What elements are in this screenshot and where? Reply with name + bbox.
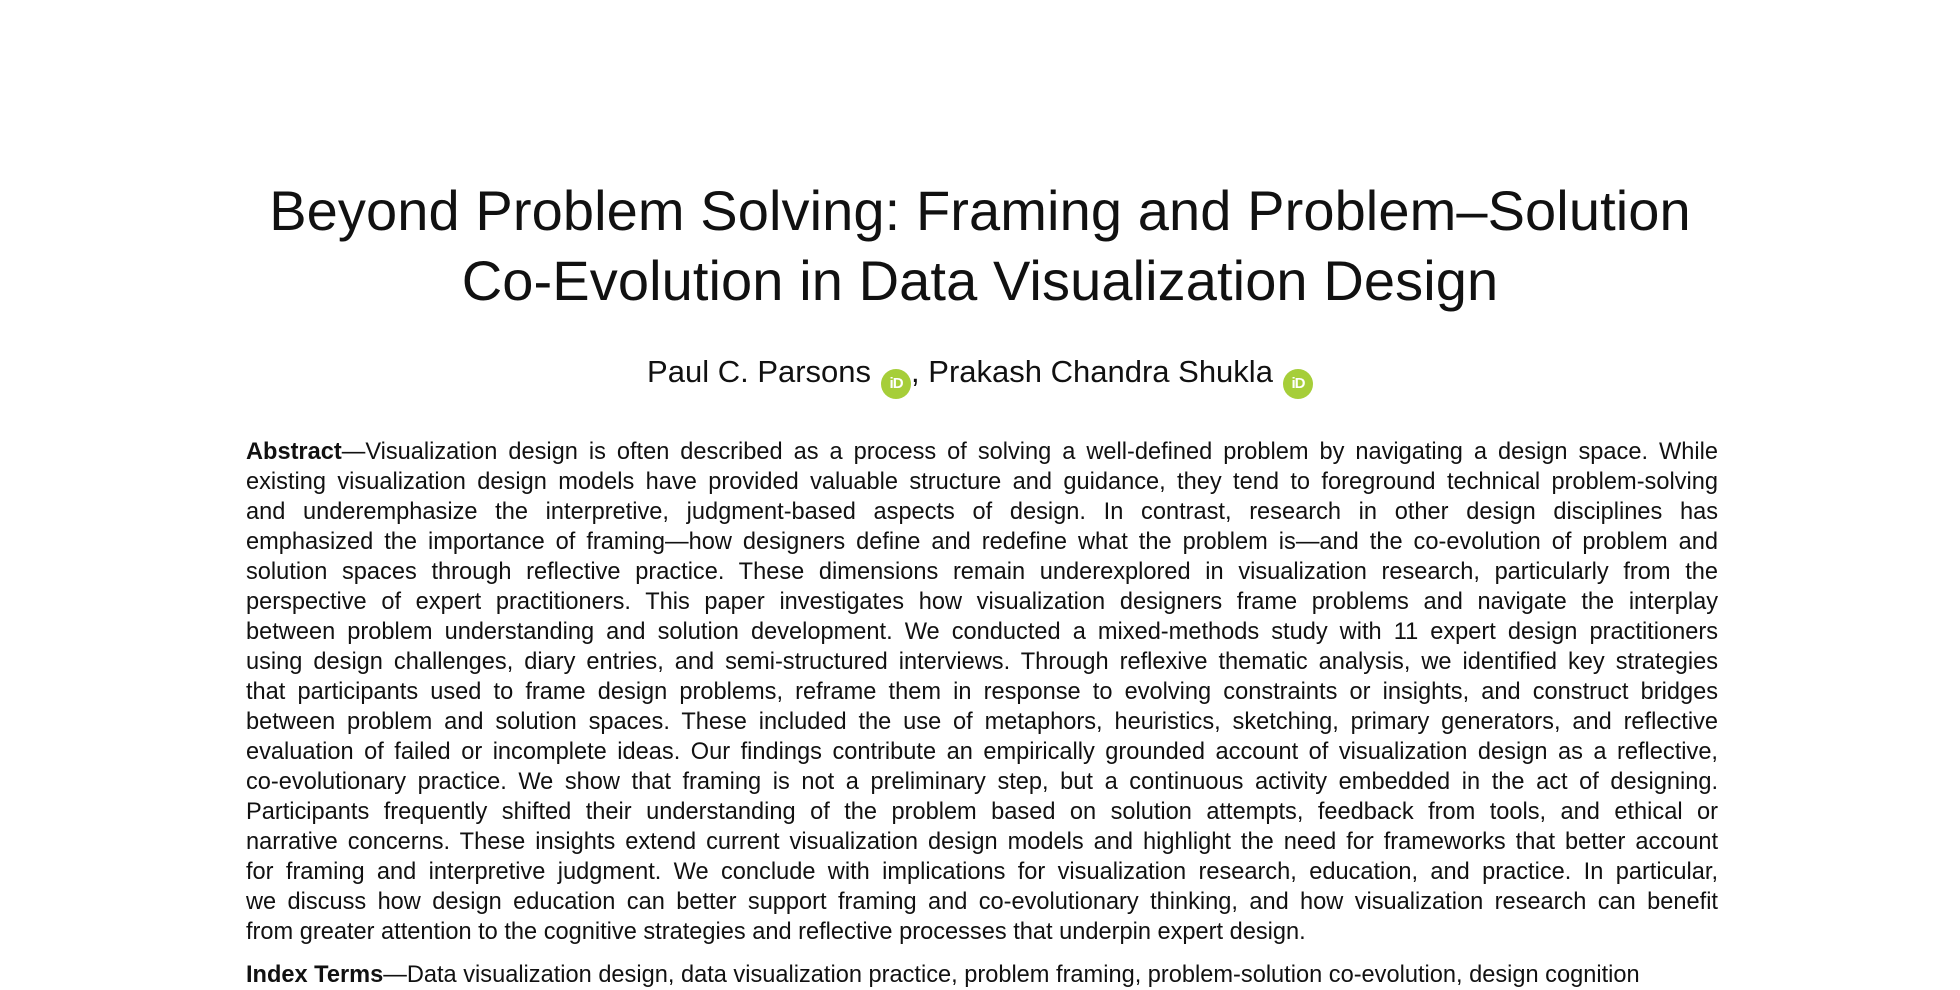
- abstract-line: using design challenges, diary entries, and semi-structured interviews. Through reflexive thematic analysis, we identified key strategies: [246, 649, 1718, 675]
- abstract-label: Abstract: [246, 439, 342, 465]
- abstract-line: from greater attention to the cognitive strategies and reflective processes that underpin expert design.: [246, 919, 1306, 945]
- paper-title: [0, 176, 1960, 316]
- orcid-icon[interactable]: iD: [1283, 369, 1313, 399]
- abstract-line: Participants frequently shifted their understanding of the problem based on solution attempts, feedback from tools, and ethical or: [246, 799, 1718, 825]
- abstract-line: between problem and solution spaces. These included the use of metaphors, heuristics, sketching, primary generators, and reflective: [246, 709, 1718, 735]
- abstract-line: [246, 437, 1718, 467]
- orcid-icon[interactable]: iD: [881, 369, 911, 399]
- abstract-line: perspective of expert practitioners. This paper investigates how visualization designers frame problems and navigate the interplay: [246, 589, 1718, 615]
- paper-title-line-2: Co-Evolution in Data Visualization Design: [461, 249, 1499, 312]
- index-terms-label: Index Terms: [246, 962, 384, 988]
- abstract-line: evaluation of failed or incomplete ideas. Our findings contribute an empirically grounded account of visualization design as a reflective,: [246, 739, 1718, 765]
- paper-title-line-1: Beyond Problem Solving: Framing and Problem–Solution: [269, 179, 1691, 242]
- abstract: [246, 437, 1718, 947]
- author-separator: ,: [911, 354, 929, 389]
- author-list: [0, 352, 1960, 399]
- abstract-line: existing visualization design models have provided valuable structure and guidance, they tend to foreground technical problem-solving: [246, 469, 1718, 495]
- abstract-line: solution spaces through reflective practice. These dimensions remain underexplored in visualization research, particularly from the: [246, 559, 1718, 585]
- abstract-line: and underemphasize the interpretive, judgment-based aspects of design. In contrast, research in other design disciplines has: [246, 499, 1718, 525]
- abstract-line: for framing and interpretive judgment. We conclude with implications for visualization research, education, and practice. In particular,: [246, 859, 1718, 885]
- author-name: Prakash Chandra Shukla: [928, 354, 1273, 389]
- index-terms-text: —Data visualization design, data visualization practice, problem framing, problem-solution co-evolution, design cognition: [383, 962, 1640, 988]
- abstract-line: co-evolutionary practice. We show that framing is not a preliminary step, but a continuous activity embedded in the act of designing.: [246, 769, 1718, 795]
- abstract-line: between problem understanding and solution development. We conducted a mixed-methods study with 11 expert design practitioners: [246, 619, 1718, 645]
- abstract-line-text: —Visualization design is often described as a process of solving a well-defined problem by navigating a design space. While: [341, 439, 1718, 465]
- abstract-line: narrative concerns. These insights extend current visualization design models and highlight the need for frameworks that better account: [246, 829, 1718, 855]
- index-terms: [246, 960, 1718, 988]
- abstract-line: that participants used to frame design problems, reframe them in response to evolving constraints or insights, and construct bridges: [246, 679, 1718, 705]
- abstract-line: we discuss how design education can better support framing and co-evolutionary thinking, and how visualization research can benefit: [246, 889, 1718, 915]
- author-name: Paul C. Parsons: [647, 354, 872, 389]
- abstract-line: emphasized the importance of framing—how designers define and redefine what the problem is—and the co-evolution of problem and: [246, 529, 1718, 555]
